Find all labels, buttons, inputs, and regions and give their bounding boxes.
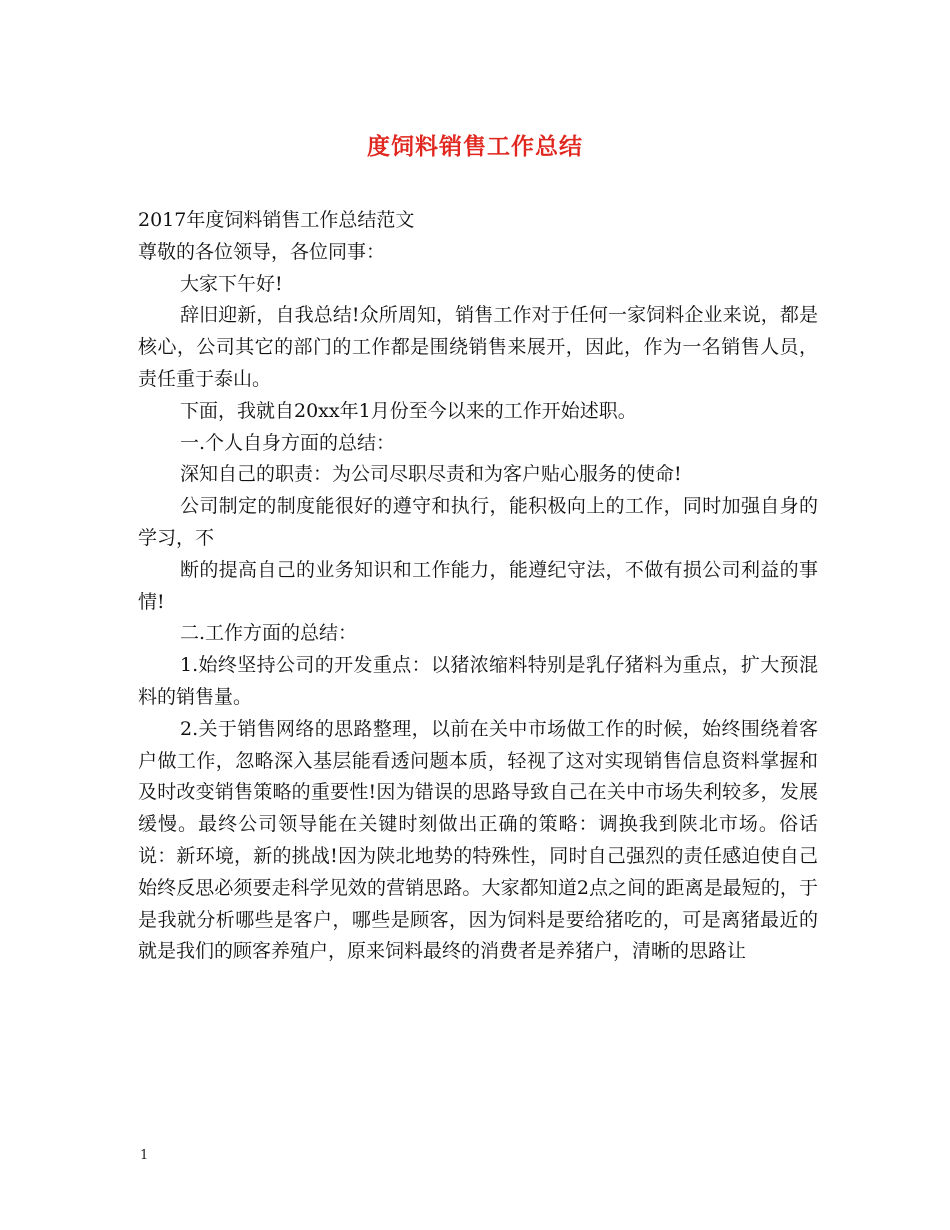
paragraph: 深知自己的职责：为公司尽职尽责和为客户贴心服务的使命! [180,463,682,486]
document-body [138,205,818,968]
paragraph: 一.个人自身方面的总结： [180,431,396,454]
paragraph: 二.工作方面的总结： [180,622,358,645]
paragraph: 尊敬的各位领导，各位同事： [138,240,386,263]
paragraph: 大家下午好! [180,272,283,295]
paragraph: 公司制定的制度能很好的遵守和执行，能积极向上的工作，同时加强自身的学习，不 [138,495,818,549]
document-title: 度饲料销售工作总结 [367,134,583,160]
page-number: 1 [140,1148,149,1163]
paragraph: 1.始终坚持公司的开发重点：以猪浓缩料特别是乳仔猪料为重点，扩大预混料的销售量。 [138,654,818,708]
paragraph: 断的提高自己的业务知识和工作能力，能遵纪守法，不做有损公司利益的事情! [138,558,818,613]
paragraph: 下面，我就自20xx年1月份至今以来的工作开始述职。 [180,399,637,422]
paragraph: 辞旧迎新，自我总结!众所周知，销售工作对于任何一家饲料企业来说，都是核心，公司其它的部门的工作都是围绕销售来展开，因此，作为一名销售人员，责任重于泰山。 [138,304,818,390]
paragraph: 2.关于销售网络的思路整理，以前在关中市场做工作的时候，始终围绕着客户做工作，忽略深入基层能看透问题本质，轻视了这对实现销售信息资料掌握和及时改变销售策略的重要性!因为错误的思路导致自己在关中市场失利较多，发展缓慢。最终公司领导能在关键时刻做出正确的策略：调换我到陕北市场。俗话说：新环境，新的挑战!因为陕北地势的特殊性，同时自己强烈的责任感迫使自己始终反思必须要走科学见效的营销思路。大家都知道2点之间的距离是最短的，于是我就分析哪些是客户，哪些是顾客，因为饲料是要给猪吃的，可是离猪最近的就是我们的顾客养殖户，原来饲料最终的消费者是养猪户，清晰的思路让 [138,717,818,963]
paragraph: 2017年度饲料销售工作总结范文 [138,209,415,231]
